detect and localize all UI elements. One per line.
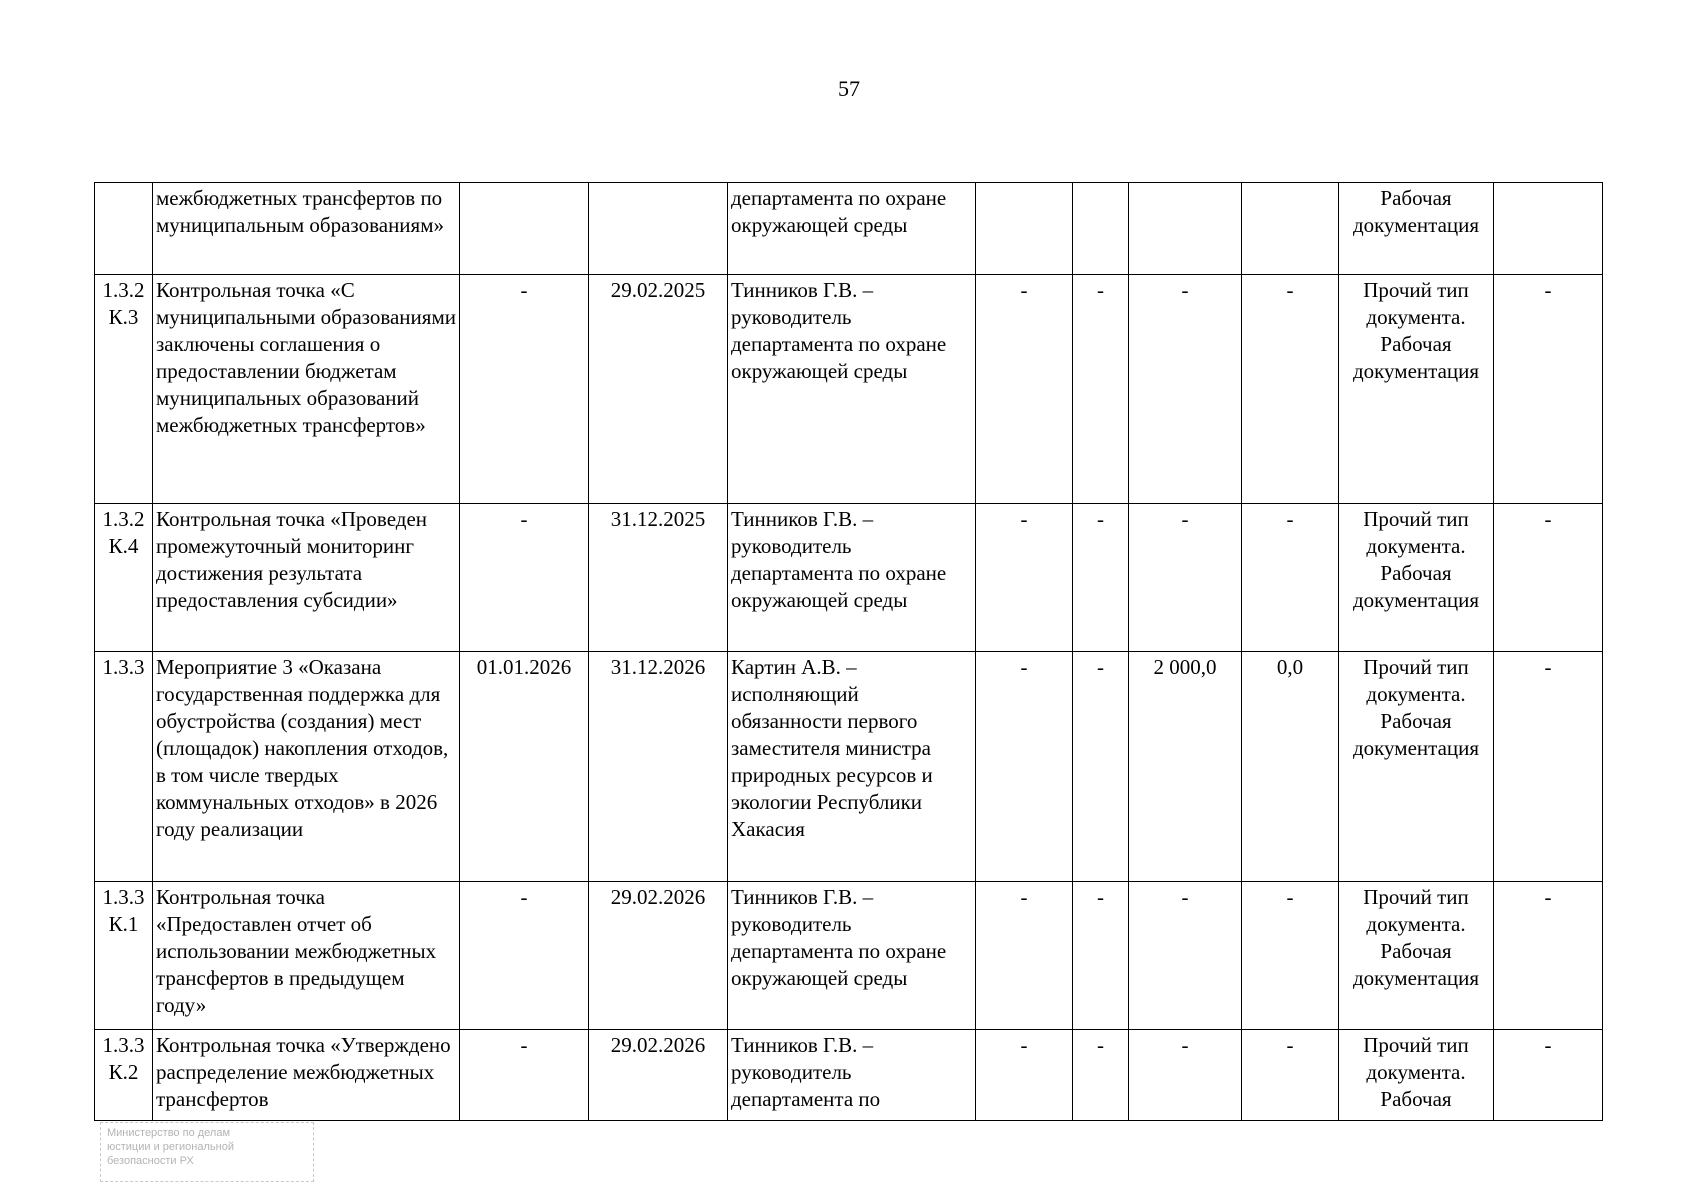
row-last: - [1494, 275, 1603, 504]
row-end-date: 29.02.2026 [589, 1030, 728, 1121]
row-end-date: 29.02.2025 [589, 275, 728, 504]
row-responsible: Тинников Г.В. – руководитель департамента по охране окружающей среды [728, 275, 976, 504]
row-value-3 [1129, 183, 1242, 275]
page-number: 57 [838, 76, 860, 101]
row-last: - [1494, 652, 1603, 882]
row-end-date: 31.12.2025 [589, 504, 728, 652]
row-value-1: - [976, 1030, 1073, 1121]
row-value-4: - [1242, 504, 1339, 652]
row-name: Мероприятие 3 «Оказана государственная поддержка для обустройства (создания) мест (площадок) накопления отходов, в том числе твердых коммунальных отходов» в 2026 году реализации [153, 652, 460, 882]
plan-table-body [95, 183, 1603, 1121]
row-start-date: - [460, 275, 589, 504]
stamp-line: юстиции и региональной [107, 1141, 234, 1153]
stamp-line: Министерство по делам [107, 1127, 231, 1139]
table-row [95, 275, 1603, 504]
row-value-1: - [976, 504, 1073, 652]
row-value-2: - [1073, 275, 1129, 504]
row-value-3: - [1129, 504, 1242, 652]
table-row [95, 652, 1603, 882]
row-name: Контрольная точка «Предоставлен отчет об использовании межбюджетных трансфертов в предыдущем году» [153, 882, 460, 1030]
row-value-2: - [1073, 652, 1129, 882]
row-number: 1.3.3 К.1 [95, 882, 153, 1030]
row-last [1494, 183, 1603, 275]
row-value-4: - [1242, 275, 1339, 504]
row-start-date [460, 183, 589, 275]
row-document-type: Рабочая документация [1339, 183, 1494, 275]
row-value-3: - [1129, 1030, 1242, 1121]
row-value-4 [1242, 183, 1339, 275]
row-number: 1.3.3 К.2 [95, 1030, 153, 1121]
row-value-2 [1073, 183, 1129, 275]
row-name: Контрольная точка «С муниципальными образованиями заключены соглашения о предоставлении бюджетам муниципальных образований межбюджетных трансфертов» [153, 275, 460, 504]
table-row [95, 1030, 1603, 1121]
row-document-type: Прочий тип документа. Рабочая документация [1339, 504, 1494, 652]
registration-stamp [100, 1122, 314, 1182]
row-document-type: Прочий тип документа. Рабочая документация [1339, 882, 1494, 1030]
row-document-type: Прочий тип документа. Рабочая [1339, 1030, 1494, 1121]
row-number [95, 183, 153, 275]
row-value-1: - [976, 882, 1073, 1030]
row-last: - [1494, 1030, 1603, 1121]
table-row [95, 183, 1603, 275]
row-start-date: - [460, 504, 589, 652]
row-number: 1.3.2 К.3 [95, 275, 153, 504]
row-value-3: - [1129, 882, 1242, 1030]
row-last: - [1494, 504, 1603, 652]
row-number: 1.3.3 [95, 652, 153, 882]
row-start-date: - [460, 882, 589, 1030]
row-value-2: - [1073, 1030, 1129, 1121]
row-responsible: департамента по охране окружающей среды [728, 183, 976, 275]
row-name: Контрольная точка «Проведен промежуточный мониторинг достижения результата предоставления субсидии» [153, 504, 460, 652]
row-responsible: Тинников Г.В. – руководитель департамента по охране окружающей среды [728, 504, 976, 652]
row-end-date: 31.12.2026 [589, 652, 728, 882]
stamp-line: безопасности РХ [107, 1155, 194, 1167]
row-end-date [589, 183, 728, 275]
plan-table [94, 182, 1603, 1121]
row-value-4: - [1242, 1030, 1339, 1121]
row-value-4: 0,0 [1242, 652, 1339, 882]
row-name: межбюджетных трансфертов по муниципальным образованиям» [153, 183, 460, 275]
row-document-type: Прочий тип документа. Рабочая документация [1339, 652, 1494, 882]
row-document-type: Прочий тип документа. Рабочая документация [1339, 275, 1494, 504]
table-row [95, 882, 1603, 1030]
row-responsible: Картин А.В. – исполняющий обязанности первого заместителя министра природных ресурсов и экологии Республики Хакасия [728, 652, 976, 882]
row-responsible: Тинников Г.В. – руководитель департамента по охране окружающей среды [728, 882, 976, 1030]
row-start-date: 01.01.2026 [460, 652, 589, 882]
row-start-date: - [460, 1030, 589, 1121]
row-last: - [1494, 882, 1603, 1030]
row-value-1: - [976, 275, 1073, 504]
row-name: Контрольная точка «Утверждено распределение межбюджетных трансфертов [153, 1030, 460, 1121]
row-number: 1.3.2 К.4 [95, 504, 153, 652]
row-value-2: - [1073, 504, 1129, 652]
table-row [95, 504, 1603, 652]
row-value-1 [976, 183, 1073, 275]
row-end-date: 29.02.2026 [589, 882, 728, 1030]
row-value-3: - [1129, 275, 1242, 504]
row-value-3: 2 000,0 [1129, 652, 1242, 882]
row-value-4: - [1242, 882, 1339, 1030]
row-responsible: Тинников Г.В. – руководитель департамента по [728, 1030, 976, 1121]
row-value-2: - [1073, 882, 1129, 1030]
row-value-1: - [976, 652, 1073, 882]
